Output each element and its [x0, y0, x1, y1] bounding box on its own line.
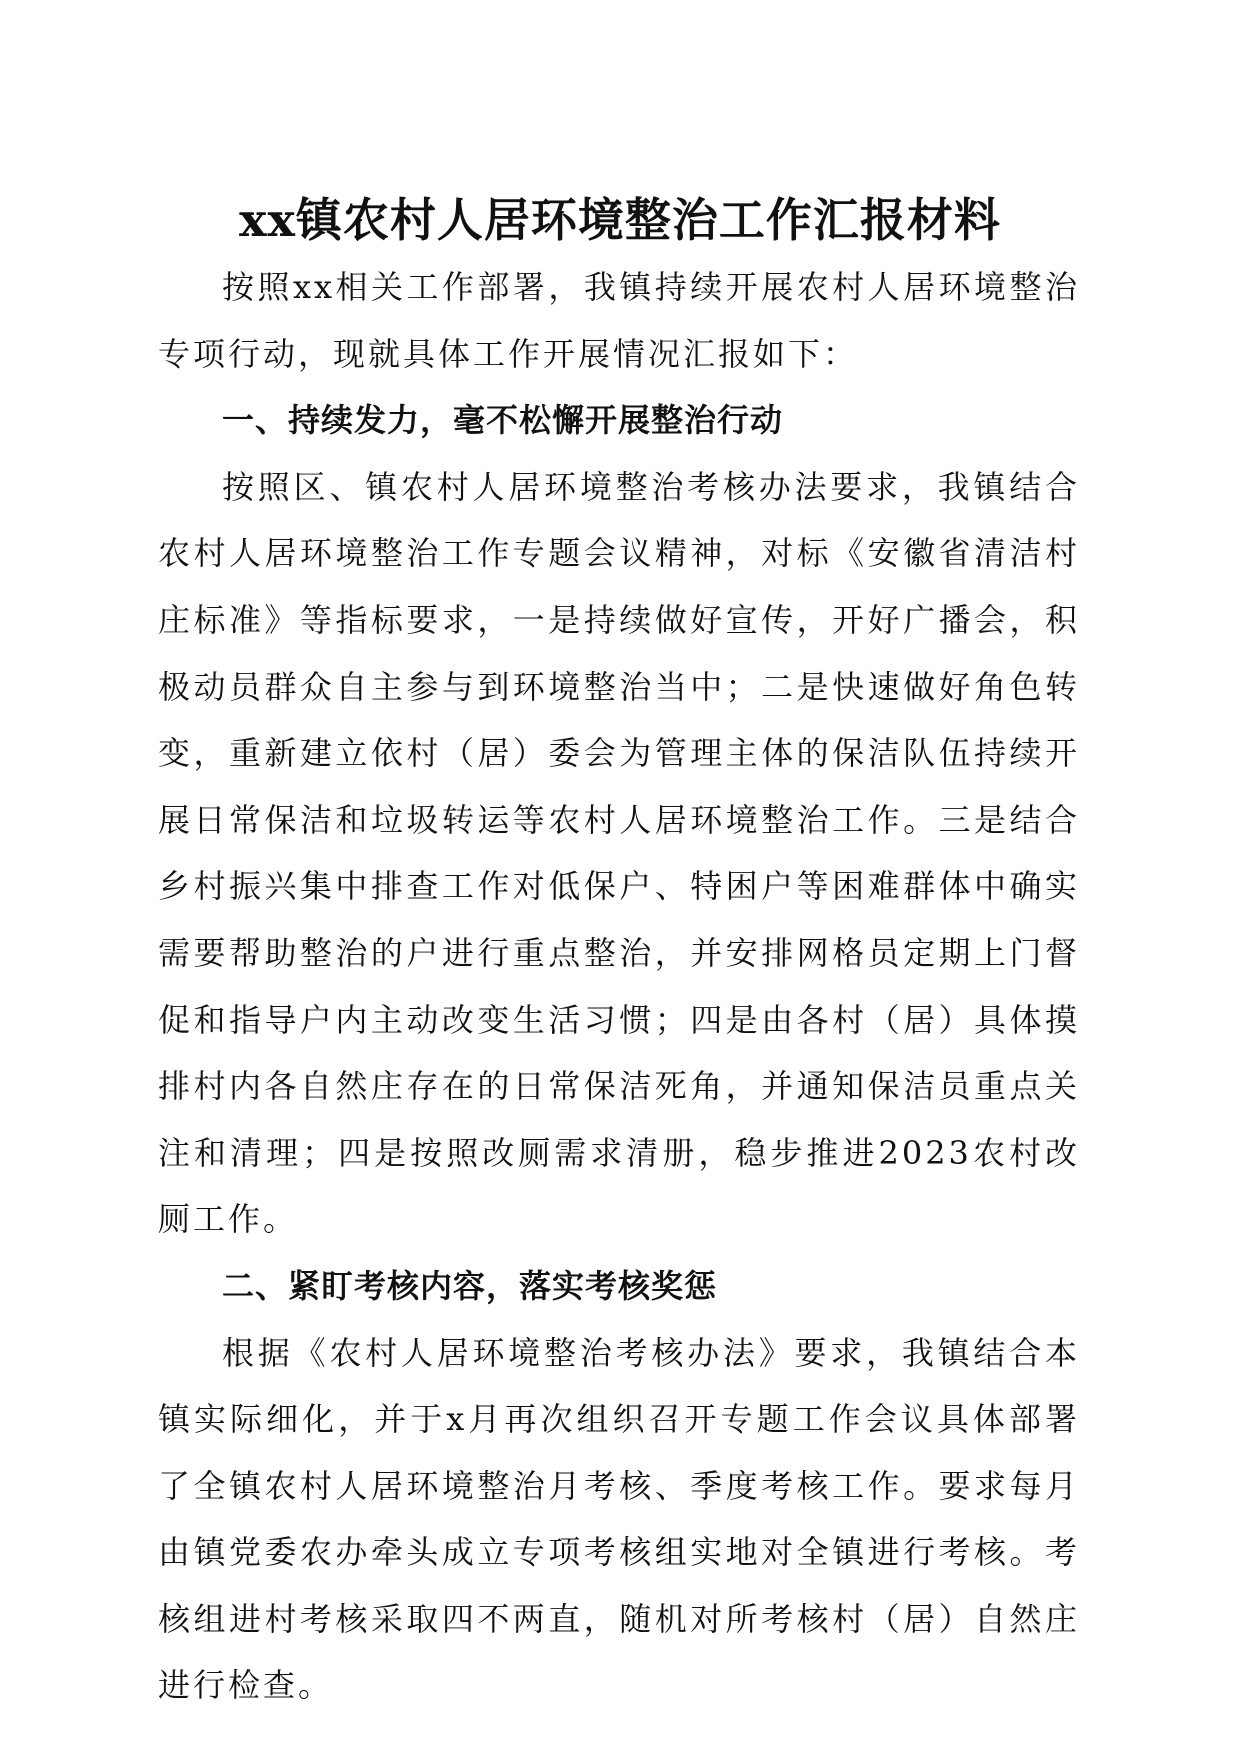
section-2-paragraph: 根据《农村人居环境整治考核办法》要求，我镇结合本镇实际细化，并于x月再次组织召开专题工作会议具体部署了全镇农村人居环境整治月考核、季度考核工作。要求每月由镇党委农办牵头成立专项考核组实地对全镇进行考核。考核组进村考核采取四不两直，随机对所考核村（居）自然庄进行检查。	[158, 1333, 1080, 1705]
intro-paragraph: 按照xx相关工作部署，我镇持续开展农村人居环境整治专项行动，现就具体工作开展情况汇报如下：	[158, 268, 1080, 373]
section-1-paragraph: 按照区、镇农村人居环境整治考核办法要求，我镇结合农村人居环境整治工作专题会议精神，对标《安徽省清洁村庄标准》等指标要求，一是持续做好宣传，开好广播会，积极动员群众自主参与到环境整治当中；二是快速做好角色转变，重新建立依村（居）委会为管理主体的保洁队伍持续开展日常保洁和垃圾转运等农村人居环境整治工作。三是结合乡村振兴集中排查工作对低保户、特困户等困难群体中确实需要帮助整治的户进行重点整治，并安排网格员定期上门督促和指导户内主动改变生活习惯；四是由各村（居）具体摸排村内各自然庄存在的日常保洁死角，并通知保洁员重点关注和清理；四是按照改厕需求清册，稳步推进2023农村改厕工作。	[158, 467, 1080, 1239]
section-2-heading: 二、紧盯考核内容，落实考核奖惩	[222, 1266, 718, 1305]
section-1-heading: 一、持续发力，毫不松懈开展整治行动	[222, 401, 784, 440]
document-body	[158, 254, 1080, 1719]
document-title: xx镇农村人居环境整治工作汇报材料	[239, 193, 1001, 247]
